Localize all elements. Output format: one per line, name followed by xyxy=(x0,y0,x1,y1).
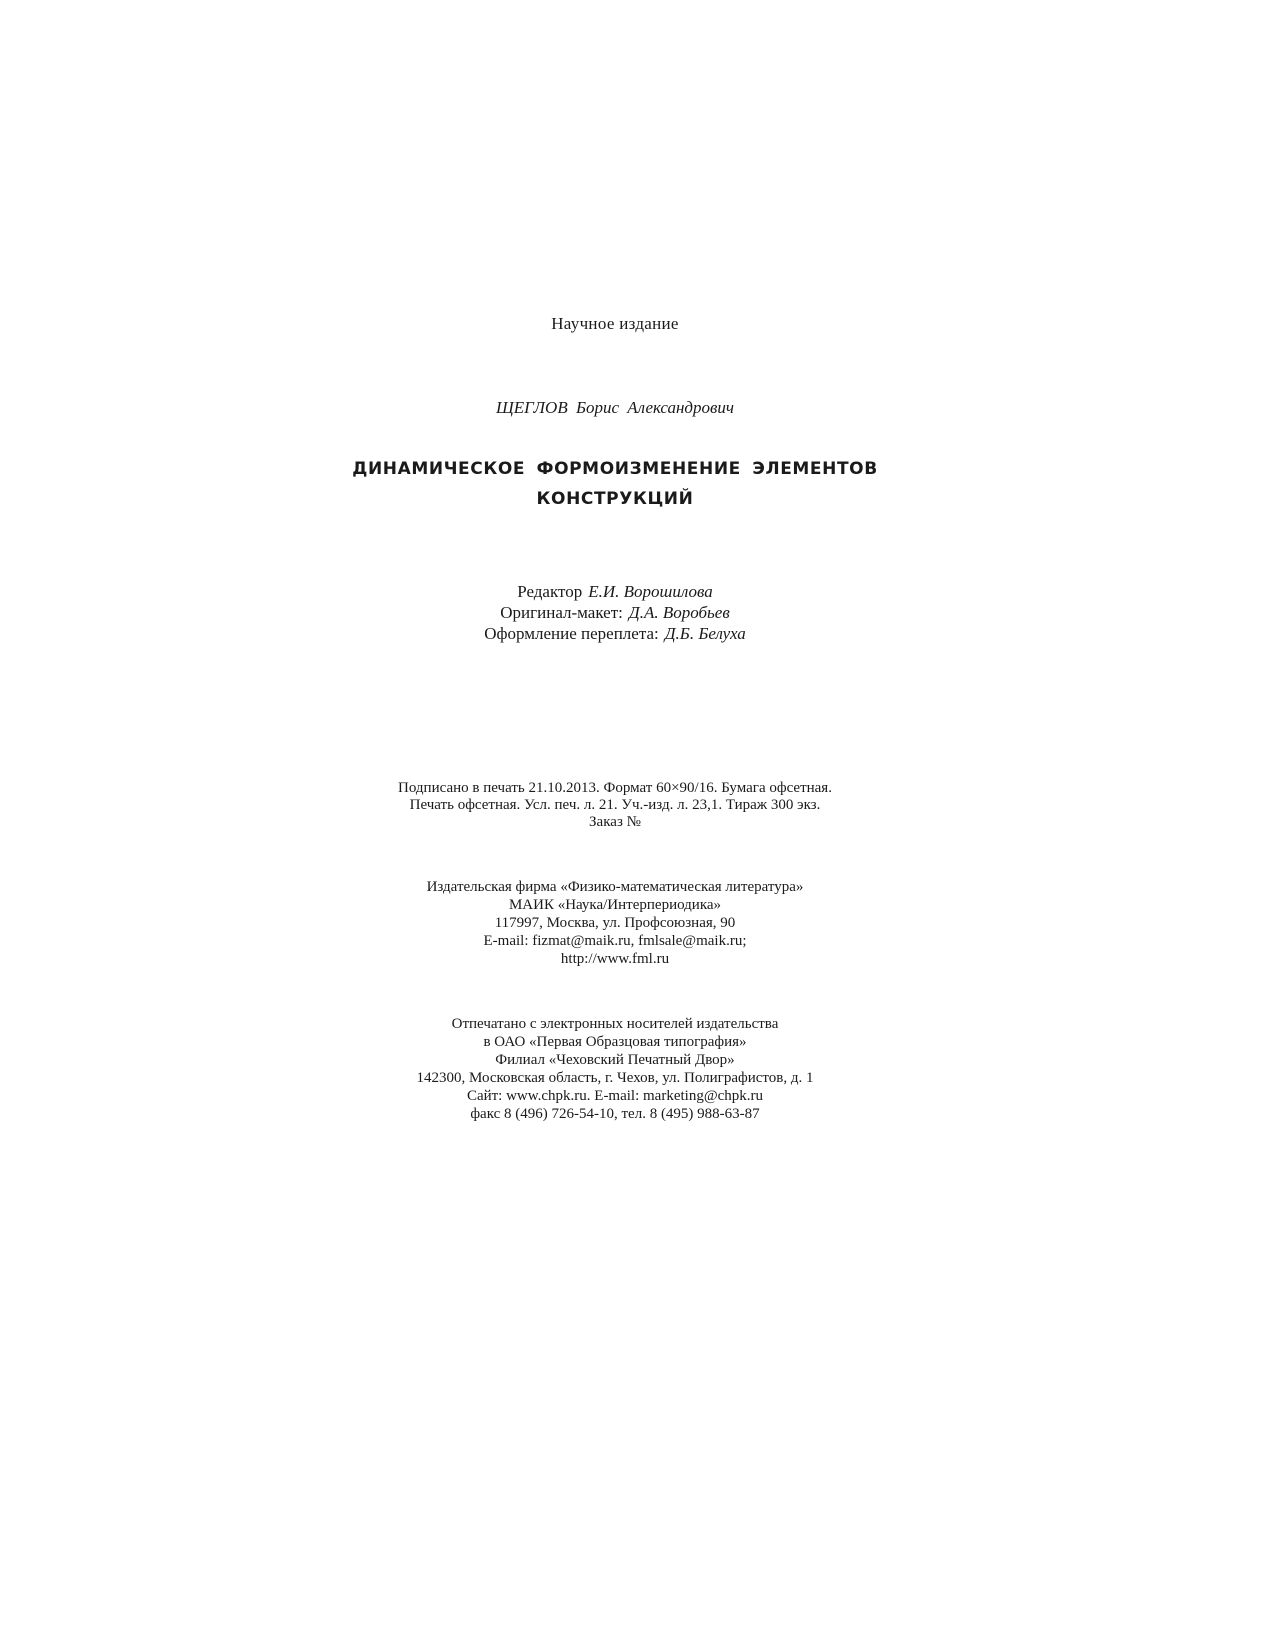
printer-line-3: Филиал «Чеховский Печатный Двор» xyxy=(495,1052,735,1068)
publisher-line-2: МАИК «Наука/Интерпериодика» xyxy=(508,897,722,913)
imprint-block xyxy=(0,780,1230,831)
printer-line-5: Сайт: www.chpk.ru. E-mail: marketing@chpk.ru xyxy=(466,1088,764,1104)
printer-line-6: факс 8 (496) 726-54-10, тел. 8 (495) 988-63-87 xyxy=(470,1106,760,1122)
printer-line-2: в ОАО «Первая Образцовая типография» xyxy=(483,1034,747,1050)
credit-cover-design xyxy=(0,623,1230,644)
imprint-line-3: Заказ № xyxy=(589,814,641,830)
credit-role: Оформление переплета: xyxy=(484,624,659,643)
printer-line-4: 142300, Московская область, г. Чехов, ул. Полиграфистов, д. 1 xyxy=(416,1070,814,1086)
publisher-line-3: 117997, Москва, ул. Профсоюзная, 90 xyxy=(494,915,736,931)
author-name xyxy=(0,398,1230,418)
author-name-text: ЩЕГЛОВ Борис Александрович xyxy=(495,398,734,417)
credit-person: Е.И. Ворошилова xyxy=(588,582,713,601)
credit-person: Д.А. Воробьев xyxy=(628,603,730,622)
credit-person: Д.Б. Белуха xyxy=(664,624,746,643)
credit-layout xyxy=(0,602,1230,623)
edition-type-text: Научное издание xyxy=(551,314,679,333)
imprint-line-1: Подписано в печать 21.10.2013. Формат 60×90/16. Бумага офсетная. xyxy=(398,780,832,796)
printer-block xyxy=(0,1015,1230,1123)
credits-block xyxy=(0,581,1230,644)
publisher-line-4: E-mail: fizmat@maik.ru, fmlsale@maik.ru; xyxy=(483,933,747,949)
edition-type xyxy=(0,314,1230,334)
imprint-line-2: Печать офсетная. Усл. печ. л. 21. Уч.-изд. л. 23,1. Тираж 300 экз. xyxy=(409,797,821,813)
printer-line-1: Отпечатано с электронных носителей издательства xyxy=(451,1016,779,1032)
publisher-block xyxy=(0,878,1230,968)
credit-role: Оригинал-макет: xyxy=(500,603,623,622)
book-title xyxy=(0,454,1230,514)
publisher-line-1: Издательская фирма «Физико-математическая литература» xyxy=(426,879,804,895)
credit-role: Редактор xyxy=(517,582,583,601)
publisher-line-5: http://www.fml.ru xyxy=(560,951,670,967)
book-title-line-1: ДИНАМИЧЕСКОЕ ФОРМОИЗМЕНЕНИЕ ЭЛЕМЕНТОВ xyxy=(352,459,878,479)
credit-editor xyxy=(0,581,1230,602)
book-title-line-2: КОНСТРУКЦИЙ xyxy=(536,489,694,509)
